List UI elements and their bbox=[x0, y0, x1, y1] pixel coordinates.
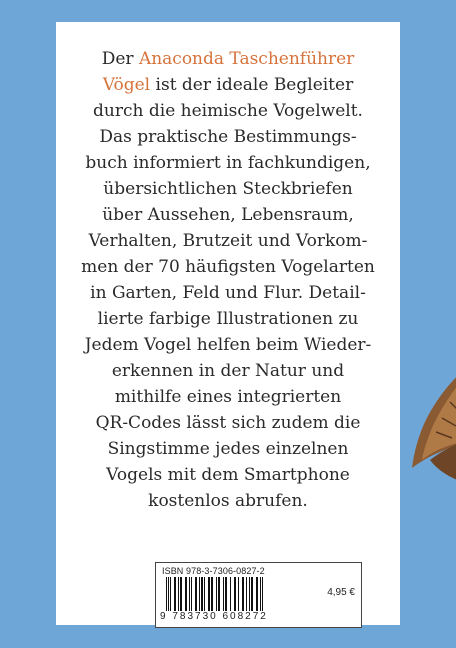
description-line bbox=[66, 46, 390, 72]
barcode-bar bbox=[251, 577, 253, 611]
barcode-bar bbox=[189, 577, 190, 611]
description-line bbox=[66, 72, 390, 98]
description-text: Singstimme jedes einzelnen bbox=[107, 439, 349, 459]
back-cover-panel bbox=[56, 22, 400, 625]
barcode-label bbox=[155, 562, 362, 628]
barcode-bars bbox=[164, 577, 314, 611]
description-text: in Garten, Feld und Flur. Detail- bbox=[90, 283, 366, 303]
description-line bbox=[66, 280, 390, 306]
description-text: Verhalten, Brutzeit und Vorkom- bbox=[88, 231, 368, 251]
description-text: Das praktische Bestimmungs- bbox=[99, 127, 357, 147]
description-text: Der bbox=[101, 49, 139, 69]
description-text: lierte farbige Illustrationen zu bbox=[97, 309, 359, 329]
description-text: erkennen in der Natur und bbox=[111, 361, 345, 381]
description-line bbox=[66, 358, 390, 384]
barcode-bar bbox=[216, 577, 217, 611]
book-description bbox=[66, 46, 390, 514]
description-line bbox=[66, 488, 390, 514]
barcode-bar bbox=[223, 577, 224, 611]
description-text: durch die heimische Vogelwelt. bbox=[93, 101, 363, 121]
description-text: über Aussehen, Lebensraum, bbox=[102, 205, 354, 225]
description-text: mithilfe eines integrierten bbox=[114, 387, 342, 407]
description-line bbox=[66, 150, 390, 176]
barcode-bar bbox=[246, 577, 247, 611]
isbn-number: ISBN 978-3-7306-0827-2 bbox=[162, 566, 265, 576]
description-line bbox=[66, 462, 390, 488]
barcode-digits: 9 783730 608272 bbox=[160, 611, 268, 622]
barcode-bar bbox=[256, 577, 258, 611]
description-text: kostenlos abrufen. bbox=[148, 491, 308, 511]
barcode-bar bbox=[218, 577, 220, 611]
description-text: Jedem Vogel helfen beim Wieder- bbox=[84, 335, 372, 355]
barcode-bar bbox=[249, 577, 250, 611]
description-line bbox=[66, 410, 390, 436]
barcode-bar bbox=[178, 577, 179, 611]
book-title-highlight: Anaconda Taschenführer bbox=[138, 49, 355, 69]
description-line bbox=[66, 202, 390, 228]
barcode-bar bbox=[211, 577, 213, 611]
barcode-bar bbox=[208, 577, 210, 611]
bird-wing-icon bbox=[410, 372, 456, 492]
barcode-bar bbox=[174, 577, 176, 611]
barcode-bar bbox=[242, 577, 244, 611]
barcode-bar bbox=[195, 577, 197, 611]
description-text: übersichtlichen Steckbriefen bbox=[103, 179, 353, 199]
description-line bbox=[66, 228, 390, 254]
description-text: ist der ideale Begleiter bbox=[150, 75, 354, 95]
barcode-bar bbox=[201, 577, 203, 611]
description-text: men der 70 häufigsten Vogelarten bbox=[81, 257, 375, 277]
barcode-bar bbox=[262, 577, 263, 611]
barcode-bar bbox=[225, 577, 227, 611]
barcode-bar bbox=[166, 577, 167, 611]
book-title-highlight: Vögel bbox=[102, 75, 151, 95]
description-text: QR-Codes lässt sich zudem die bbox=[95, 413, 361, 433]
barcode-bar bbox=[170, 577, 171, 611]
barcode-bar bbox=[191, 577, 192, 611]
barcode-bar bbox=[234, 577, 236, 611]
description-line bbox=[66, 124, 390, 150]
barcode-bar bbox=[180, 577, 182, 611]
description-line bbox=[66, 176, 390, 202]
barcode-bar bbox=[185, 577, 187, 611]
barcode-bar bbox=[238, 577, 239, 611]
description-line bbox=[66, 306, 390, 332]
barcode-bar bbox=[199, 577, 200, 611]
description-text: Vogels mit dem Smartphone bbox=[106, 465, 350, 485]
description-line bbox=[66, 98, 390, 124]
description-line bbox=[66, 332, 390, 358]
description-line bbox=[66, 436, 390, 462]
barcode-bar bbox=[168, 577, 169, 611]
description-line bbox=[66, 254, 390, 280]
barcode-bar bbox=[204, 577, 205, 611]
description-line bbox=[66, 384, 390, 410]
barcode-bar bbox=[230, 577, 231, 611]
price-label: 4,95 € bbox=[327, 587, 355, 598]
barcode-bar bbox=[260, 577, 261, 611]
description-text: buch informiert in fachkundigen, bbox=[85, 153, 371, 173]
